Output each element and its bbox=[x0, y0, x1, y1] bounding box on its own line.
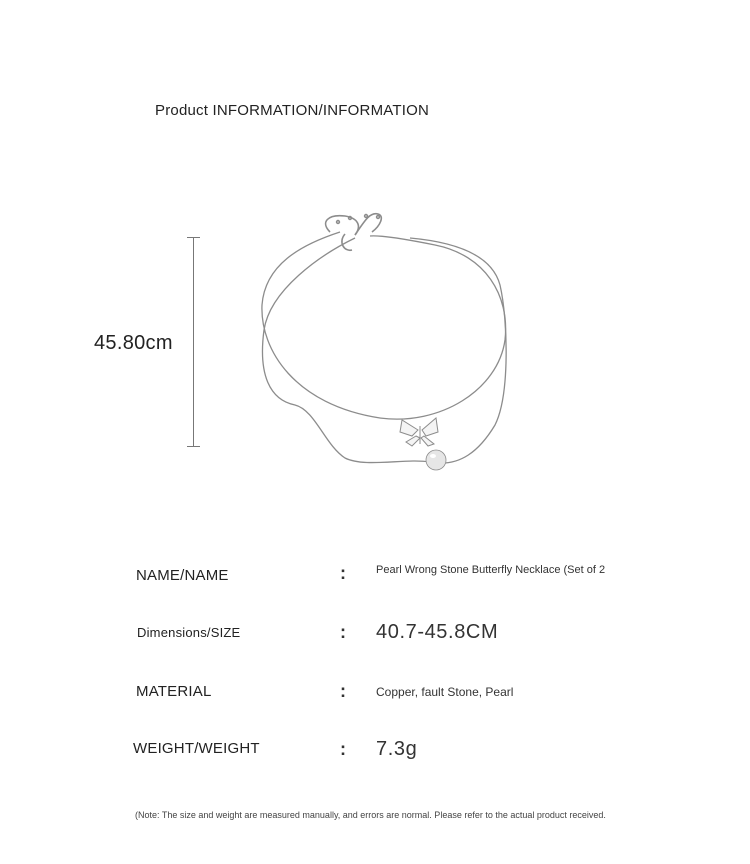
weight-separator: : bbox=[340, 739, 346, 759]
butterfly-wing-upper-right bbox=[422, 418, 438, 436]
dimensions-value: 40.7-45.8CM bbox=[376, 621, 499, 643]
butterfly-pendant bbox=[400, 418, 438, 446]
butterfly-wing-lower-left bbox=[406, 436, 420, 446]
name-label: NAME/NAME bbox=[136, 567, 229, 584]
page-title: Product INFORMATION/INFORMATION bbox=[155, 102, 429, 119]
material-value: Copper, fault Stone, Pearl bbox=[376, 685, 514, 699]
clasp-chain-left bbox=[326, 216, 359, 235]
dimensions-separator: : bbox=[340, 622, 346, 642]
length-dimension-label: 45.80cm bbox=[94, 332, 173, 354]
length-dimension-cap-top bbox=[187, 237, 200, 238]
necklace-chain-inner bbox=[262, 238, 506, 463]
pearl-highlight bbox=[430, 454, 436, 458]
pearl-pendant bbox=[426, 450, 446, 470]
length-dimension-line bbox=[193, 237, 194, 447]
name-value: Pearl Wrong Stone Butterfly Necklace (Set of 2 bbox=[376, 564, 606, 576]
weight-label: WEIGHT/WEIGHT bbox=[133, 740, 260, 757]
butterfly-wing-lower-right bbox=[421, 436, 434, 446]
necklace-product-image bbox=[240, 200, 530, 490]
length-dimension-cap-bottom bbox=[187, 446, 200, 447]
name-separator: : bbox=[340, 563, 346, 583]
necklace-chain-outer bbox=[262, 232, 506, 419]
dimensions-label: Dimensions/SIZE bbox=[137, 625, 241, 640]
butterfly-wing-upper-left bbox=[400, 420, 418, 436]
material-label: MATERIAL bbox=[136, 683, 212, 700]
clasp-bead-4 bbox=[377, 216, 380, 219]
clasp-bead-3 bbox=[365, 215, 368, 218]
measurement-note: (Note: The size and weight are measured manually, and errors are normal. Please refer to the actual product received. bbox=[135, 810, 606, 820]
weight-value: 7.3g bbox=[376, 738, 418, 760]
name-value-cut-line bbox=[376, 578, 626, 582]
clasp-bead-1 bbox=[337, 221, 340, 224]
material-separator: : bbox=[340, 681, 346, 701]
pearl-bead bbox=[426, 450, 446, 470]
